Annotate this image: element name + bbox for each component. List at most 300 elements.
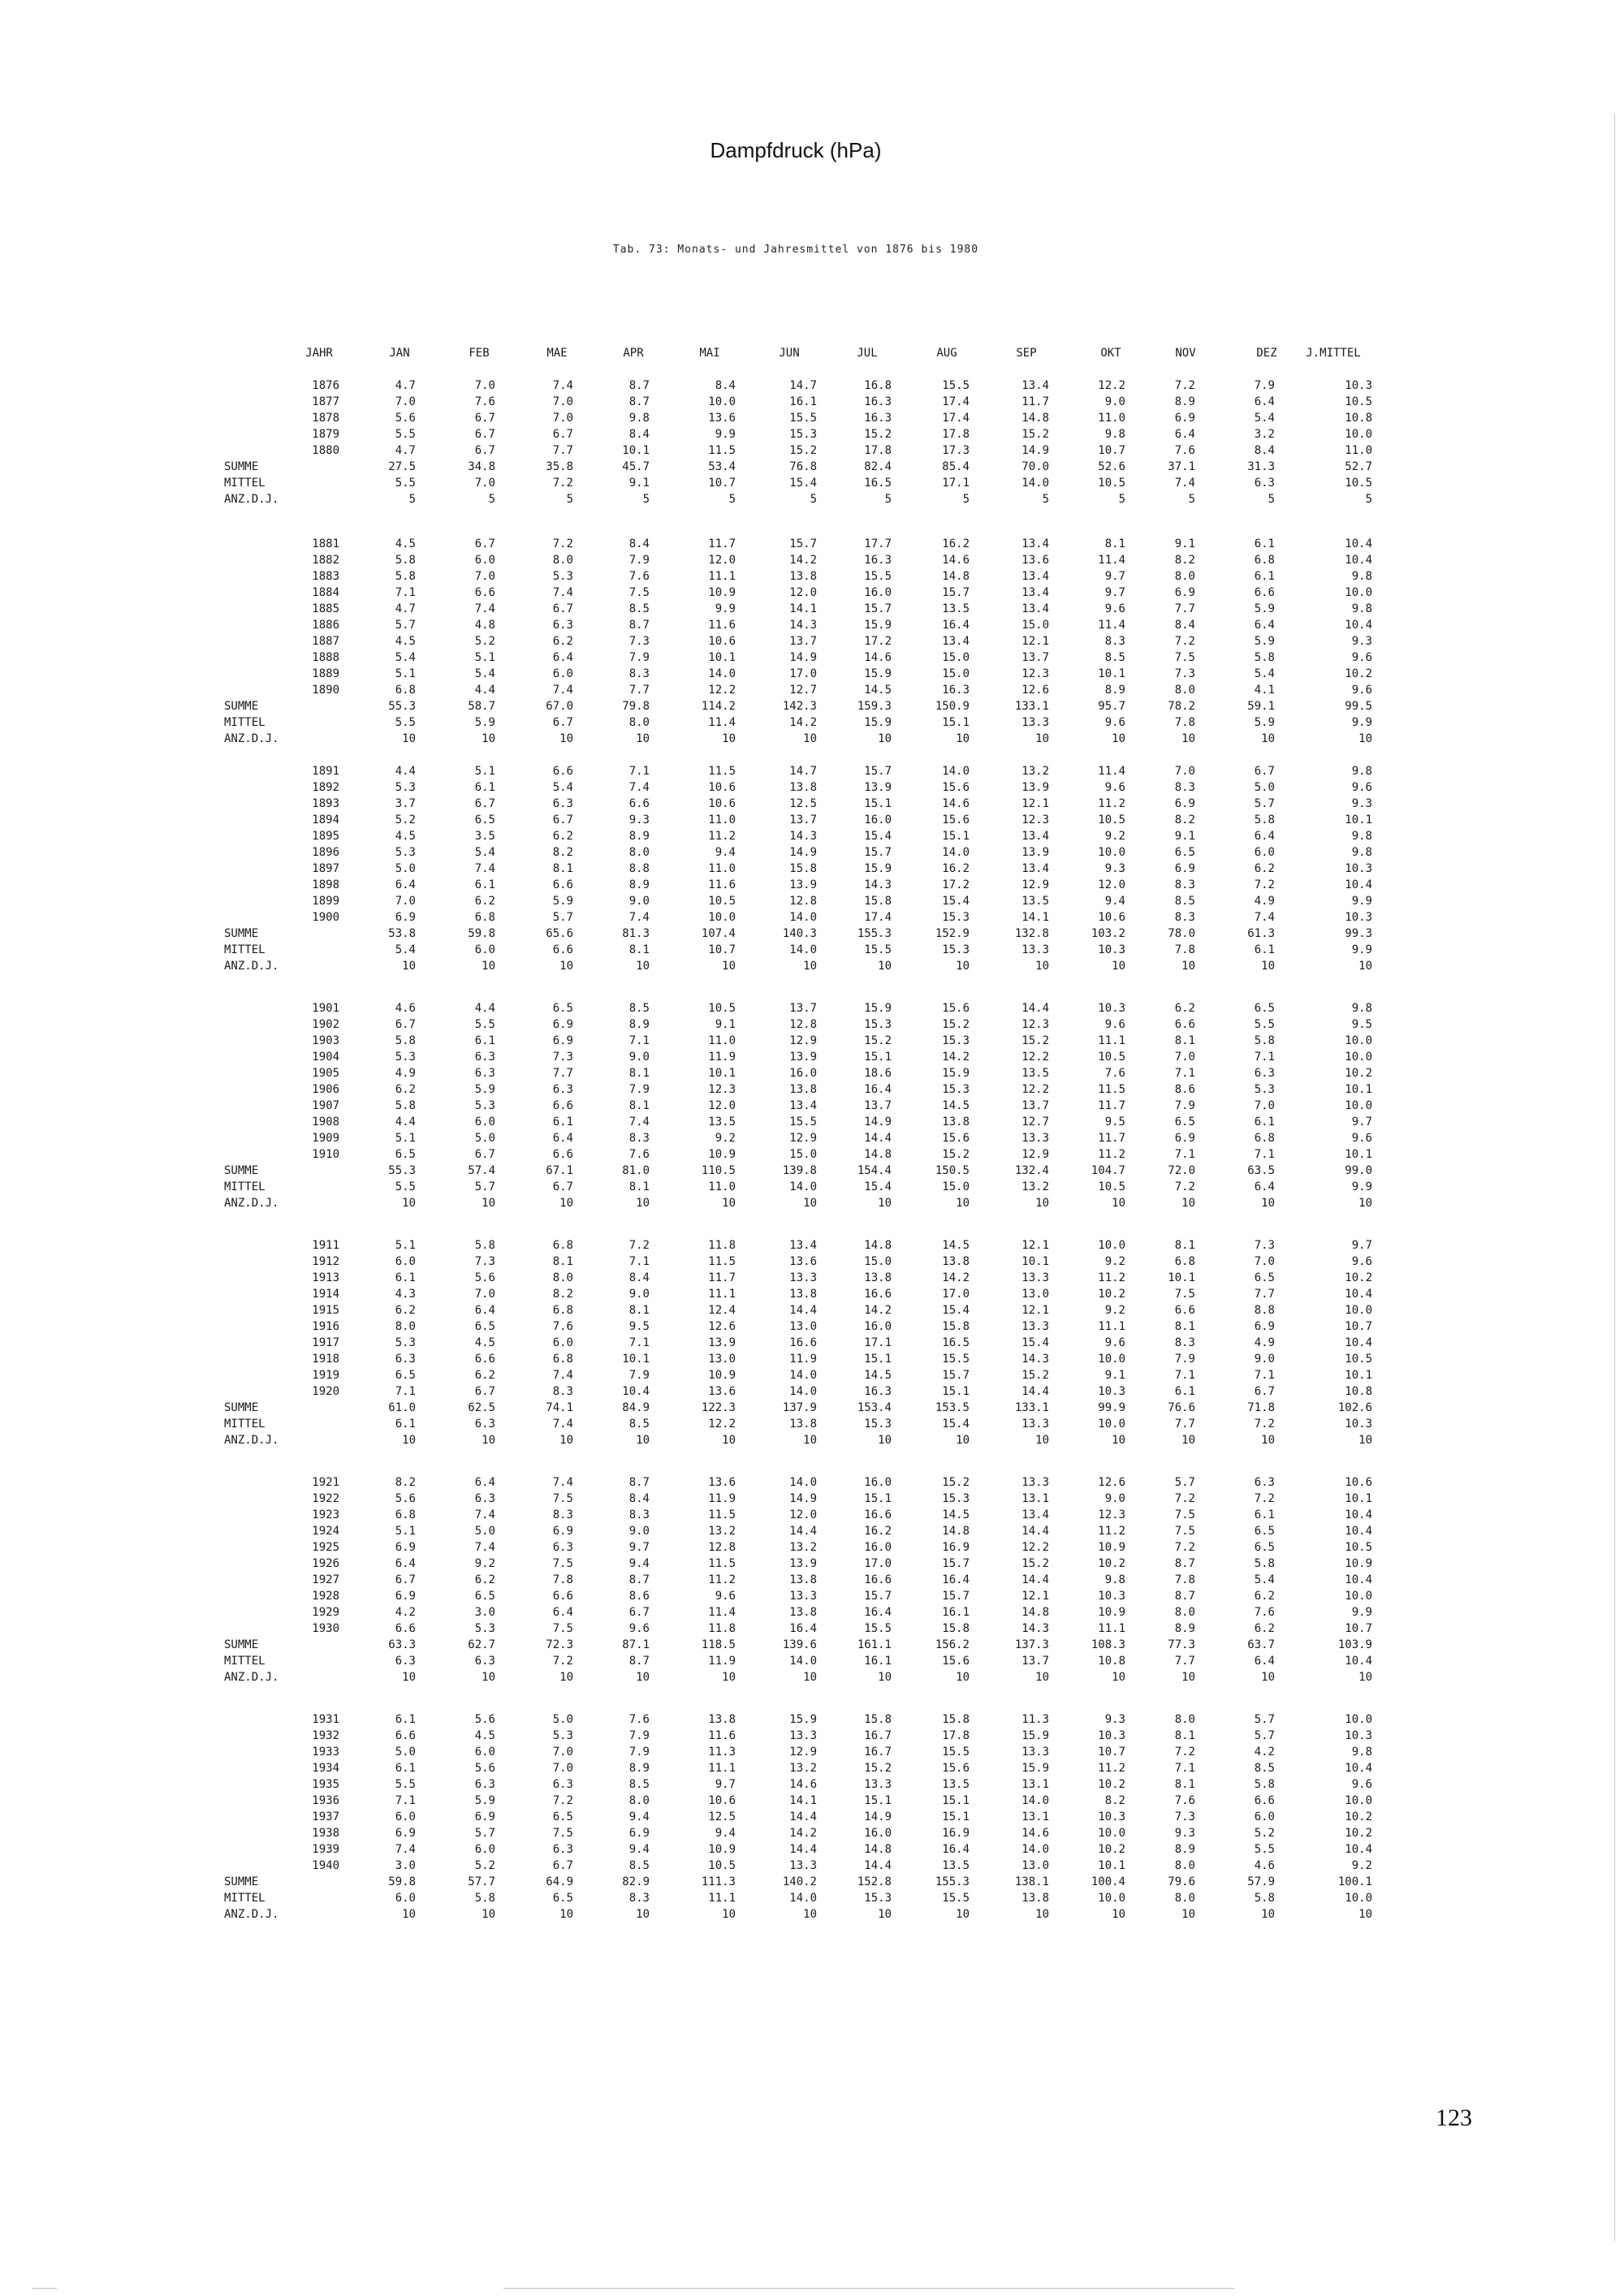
value-nov: 7.8	[1174, 943, 1195, 956]
value-jan: 6.3	[395, 1353, 416, 1366]
value-okt: 11.4	[1098, 619, 1125, 632]
value-nov: 7.7	[1174, 1418, 1195, 1431]
value-mae: 10	[559, 732, 573, 745]
table-row	[0, 1825, 1624, 1841]
value-dez: 6.3	[1254, 1067, 1275, 1080]
value-mai: 10	[722, 960, 736, 973]
value-sep: 12.1	[1021, 1239, 1049, 1252]
value-jul: 17.8	[864, 444, 892, 457]
value-jul: 16.4	[864, 1606, 892, 1619]
value-aug: 10	[956, 1671, 970, 1684]
value-jan: 5.3	[395, 1336, 416, 1349]
value-dez: 6.1	[1254, 570, 1275, 583]
value-aug: 17.8	[942, 1729, 970, 1742]
year-cell: 1932	[312, 1729, 339, 1742]
value-sep: 14.8	[1021, 1606, 1049, 1619]
value-aug: 13.5	[942, 602, 970, 615]
value-jan: 6.7	[395, 1018, 416, 1031]
value-jul: 14.4	[864, 1132, 892, 1145]
summary-row-anz	[0, 1669, 1624, 1685]
value-sep: 10	[1035, 1671, 1049, 1684]
value-okt: 10.5	[1098, 814, 1125, 826]
value-j-mittel: 10	[1358, 1197, 1372, 1210]
value-mai: 11.8	[708, 1622, 736, 1635]
value-jun: 13.8	[789, 570, 817, 583]
value-sep: 15.2	[1021, 1557, 1049, 1570]
table-row	[0, 844, 1624, 861]
value-aug: 14.2	[942, 1051, 970, 1064]
value-j-mittel: 10.5	[1345, 395, 1372, 408]
value-sep: 14.3	[1021, 1622, 1049, 1635]
value-jan: 6.4	[395, 1557, 416, 1570]
value-dez: 31.3	[1247, 460, 1275, 473]
value-dez: 4.9	[1254, 1336, 1275, 1349]
value-mai: 9.6	[715, 1590, 736, 1603]
value-mae: 6.9	[552, 1034, 573, 1047]
value-aug: 14.6	[942, 554, 970, 567]
value-apr: 9.0	[628, 1525, 650, 1538]
value-mae: 8.0	[552, 554, 573, 567]
value-jan: 5.5	[395, 716, 416, 729]
table-row	[0, 1760, 1624, 1776]
value-sep: 12.3	[1021, 814, 1049, 826]
value-dez: 6.5	[1254, 1541, 1275, 1554]
value-sep: 13.4	[1021, 537, 1049, 550]
value-jul: 159.3	[857, 700, 892, 713]
value-j-mittel: 10.2	[1345, 1810, 1372, 1823]
value-sep: 13.2	[1021, 765, 1049, 778]
value-feb: 58.7	[468, 700, 495, 713]
value-mae: 10	[559, 1671, 573, 1684]
value-sep: 12.7	[1021, 1116, 1049, 1129]
value-feb: 7.0	[474, 1288, 495, 1301]
year-cell: 1894	[312, 814, 339, 826]
table-row	[0, 1728, 1624, 1744]
value-jul: 15.9	[864, 619, 892, 632]
year-cell: 1899	[312, 895, 339, 908]
value-okt: 11.2	[1098, 1271, 1125, 1284]
value-sep: 13.4	[1021, 602, 1049, 615]
value-j-mittel: 10	[1358, 1434, 1372, 1447]
value-dez: 7.2	[1254, 878, 1275, 891]
value-jul: 16.5	[864, 477, 892, 490]
value-nov: 8.4	[1174, 619, 1195, 632]
year-cell: 1922	[312, 1492, 339, 1505]
value-mae: 6.3	[552, 797, 573, 810]
value-jan: 6.9	[395, 1541, 416, 1554]
table-row	[0, 1793, 1624, 1809]
value-sep: 10	[1035, 1908, 1049, 1921]
value-jun: 14.3	[789, 830, 817, 843]
value-nov: 10.1	[1168, 1271, 1195, 1284]
table-row	[0, 1000, 1624, 1016]
value-jan: 5.3	[395, 1051, 416, 1064]
value-j-mittel: 10.2	[1345, 667, 1372, 680]
value-mai: 11.5	[708, 765, 736, 778]
year-cell: 1888	[312, 651, 339, 664]
table-row	[0, 1049, 1624, 1065]
value-jan: 8.0	[395, 1320, 416, 1333]
value-jan: 5.4	[395, 651, 416, 664]
value-aug: 152.9	[935, 927, 970, 940]
year-cell: 1938	[312, 1827, 339, 1840]
value-apr: 82.9	[622, 1875, 650, 1888]
value-okt: 11.2	[1098, 1525, 1125, 1538]
value-j-mittel: 10.6	[1345, 1476, 1372, 1489]
value-aug: 13.5	[942, 1859, 970, 1872]
value-okt: 10.1	[1098, 667, 1125, 680]
value-okt: 10.3	[1098, 1002, 1125, 1015]
value-apr: 81.3	[622, 927, 650, 940]
value-sep: 11.7	[1021, 395, 1049, 408]
value-j-mittel: 10.0	[1345, 1713, 1372, 1726]
value-nov: 8.1	[1174, 1778, 1195, 1791]
value-nov: 8.3	[1174, 781, 1195, 794]
value-okt: 9.2	[1104, 1255, 1125, 1268]
value-mai: 12.0	[708, 554, 736, 567]
value-dez: 63.5	[1247, 1164, 1275, 1177]
value-nov: 8.2	[1174, 554, 1195, 567]
value-apr: 8.7	[628, 395, 650, 408]
value-jun: 13.3	[789, 1590, 817, 1603]
value-nov: 5	[1188, 493, 1195, 506]
value-apr: 8.8	[628, 862, 650, 875]
summary-row-summe	[0, 926, 1624, 942]
value-okt: 8.1	[1104, 537, 1125, 550]
value-okt: 9.7	[1104, 586, 1125, 599]
value-aug: 15.5	[942, 379, 970, 392]
value-okt: 9.6	[1104, 602, 1125, 615]
value-aug: 15.3	[942, 1492, 970, 1505]
value-aug: 15.2	[942, 1148, 970, 1161]
value-j-mittel: 10.8	[1345, 412, 1372, 425]
value-mae: 10	[559, 1197, 573, 1210]
value-jan: 5.5	[395, 477, 416, 490]
value-nov: 8.0	[1174, 1713, 1195, 1726]
value-jun: 15.4	[789, 477, 817, 490]
value-mai: 10	[722, 1434, 736, 1447]
value-jan: 5.1	[395, 1239, 416, 1252]
value-feb: 5.2	[474, 1859, 495, 1872]
value-jan: 7.0	[395, 895, 416, 908]
value-jan: 5.2	[395, 814, 416, 826]
year-cell: 1921	[312, 1476, 339, 1489]
value-okt: 10.1	[1098, 1859, 1125, 1872]
year-cell: 1914	[312, 1288, 339, 1301]
value-sep: 12.1	[1021, 635, 1049, 648]
value-nov: 8.2	[1174, 814, 1195, 826]
value-nov: 78.0	[1168, 927, 1195, 940]
value-nov: 10	[1181, 1671, 1195, 1684]
value-sep: 10.1	[1021, 1255, 1049, 1268]
value-sep: 70.0	[1021, 460, 1049, 473]
value-okt: 10.0	[1098, 1418, 1125, 1431]
value-apr: 8.4	[628, 428, 650, 441]
value-feb: 10	[482, 732, 495, 745]
value-nov: 6.9	[1174, 1132, 1195, 1145]
value-j-mittel: 9.9	[1351, 943, 1372, 956]
value-apr: 8.9	[628, 1762, 650, 1775]
value-nov: 8.9	[1174, 395, 1195, 408]
value-apr: 9.8	[628, 412, 650, 425]
value-j-mittel: 10.4	[1345, 1336, 1372, 1349]
year-cell: 1879	[312, 428, 339, 441]
value-jan: 3.0	[395, 1859, 416, 1872]
value-feb: 6.6	[474, 1353, 495, 1366]
value-mae: 5.9	[552, 895, 573, 908]
value-mae: 7.4	[552, 1418, 573, 1431]
value-aug: 15.0	[942, 1180, 970, 1193]
value-dez: 3.2	[1254, 428, 1275, 441]
value-jan: 5.0	[395, 862, 416, 875]
value-feb: 7.4	[474, 862, 495, 875]
table-row	[0, 601, 1624, 617]
value-sep: 132.4	[1014, 1164, 1049, 1177]
header-sep: SEP	[1016, 347, 1037, 360]
value-sep: 13.7	[1021, 651, 1049, 664]
value-dez: 7.2	[1254, 1492, 1275, 1505]
table-row	[0, 1302, 1624, 1318]
table-row	[0, 909, 1624, 926]
value-apr: 8.5	[628, 1859, 650, 1872]
year-cell: 1895	[312, 830, 339, 843]
value-feb: 3.0	[474, 1606, 495, 1619]
value-nov: 7.6	[1174, 1794, 1195, 1807]
value-jun: 13.7	[789, 635, 817, 648]
value-mae: 6.7	[552, 1859, 573, 1872]
value-apr: 7.9	[628, 554, 650, 567]
value-mae: 6.6	[552, 1590, 573, 1603]
value-mai: 10	[722, 1908, 736, 1921]
value-mai: 10.5	[708, 1002, 736, 1015]
value-jul: 15.3	[864, 1892, 892, 1905]
value-jan: 4.4	[395, 765, 416, 778]
table-row	[0, 1474, 1624, 1491]
value-mae: 6.4	[552, 651, 573, 664]
value-jul: 15.3	[864, 1418, 892, 1431]
value-nov: 7.0	[1174, 1051, 1195, 1064]
row-label: SUMME	[224, 927, 259, 940]
value-jan: 5.6	[395, 1492, 416, 1505]
table-row	[0, 1146, 1624, 1163]
value-jun: 14.0	[789, 1180, 817, 1193]
value-nov: 7.5	[1174, 1508, 1195, 1521]
year-cell: 1909	[312, 1132, 339, 1145]
value-aug: 10	[956, 732, 970, 745]
value-jan: 6.9	[395, 1590, 416, 1603]
value-okt: 11.2	[1098, 1148, 1125, 1161]
value-feb: 6.3	[474, 1067, 495, 1080]
value-jun: 139.8	[782, 1164, 817, 1177]
value-apr: 8.3	[628, 1508, 650, 1521]
value-nov: 7.4	[1174, 477, 1195, 490]
year-cell: 1915	[312, 1304, 339, 1317]
year-cell: 1928	[312, 1590, 339, 1603]
value-feb: 6.7	[474, 444, 495, 457]
year-cell: 1886	[312, 619, 339, 632]
value-jan: 10	[402, 732, 416, 745]
value-j-mittel: 10.4	[1345, 1655, 1372, 1668]
value-okt: 52.6	[1098, 460, 1125, 473]
value-jun: 5	[810, 493, 817, 506]
value-jul: 13.3	[864, 1778, 892, 1791]
value-jun: 13.7	[789, 814, 817, 826]
value-nov: 8.3	[1174, 1336, 1195, 1349]
value-aug: 16.9	[942, 1827, 970, 1840]
row-label: SUMME	[224, 460, 259, 473]
value-nov: 76.6	[1168, 1401, 1195, 1414]
value-mai: 11.1	[708, 1762, 736, 1775]
value-apr: 6.9	[628, 1827, 650, 1840]
value-dez: 6.3	[1254, 477, 1275, 490]
value-sep: 12.1	[1021, 1304, 1049, 1317]
year-cell: 1889	[312, 667, 339, 680]
value-dez: 5.9	[1254, 602, 1275, 615]
summary-row-summe	[0, 1874, 1624, 1890]
value-jul: 14.6	[864, 651, 892, 664]
value-aug: 15.8	[942, 1622, 970, 1635]
value-dez: 59.1	[1247, 700, 1275, 713]
value-nov: 10	[1181, 1434, 1195, 1447]
value-aug: 153.5	[935, 1401, 970, 1414]
value-okt: 10.3	[1098, 1385, 1125, 1398]
value-apr: 7.9	[628, 1729, 650, 1742]
value-mai: 11.6	[708, 1729, 736, 1742]
value-apr: 8.1	[628, 1180, 650, 1193]
value-feb: 5.7	[474, 1180, 495, 1193]
value-apr: 8.4	[628, 1271, 650, 1284]
value-jan: 5.1	[395, 1132, 416, 1145]
value-sep: 13.5	[1021, 895, 1049, 908]
value-okt: 9.3	[1104, 1713, 1125, 1726]
value-sep: 13.3	[1021, 1746, 1049, 1759]
value-j-mittel: 10.3	[1345, 862, 1372, 875]
value-jun: 13.8	[789, 1573, 817, 1586]
value-jun: 14.7	[789, 765, 817, 778]
value-feb: 6.2	[474, 895, 495, 908]
value-nov: 9.1	[1174, 830, 1195, 843]
value-j-mittel: 10.2	[1345, 1827, 1372, 1840]
value-aug: 15.1	[942, 1810, 970, 1823]
value-mai: 12.5	[708, 1810, 736, 1823]
value-jan: 55.3	[388, 700, 416, 713]
value-mai: 12.2	[708, 684, 736, 697]
value-aug: 16.2	[942, 862, 970, 875]
year-cell: 1920	[312, 1385, 339, 1398]
value-dez: 6.4	[1254, 395, 1275, 408]
value-okt: 12.0	[1098, 878, 1125, 891]
value-dez: 7.4	[1254, 911, 1275, 924]
table-row	[0, 1539, 1624, 1556]
year-cell: 1898	[312, 878, 339, 891]
value-j-mittel: 10.5	[1345, 1541, 1372, 1554]
value-apr: 7.7	[628, 684, 650, 697]
value-jan: 4.6	[395, 1002, 416, 1015]
year-cell: 1884	[312, 586, 339, 599]
year-cell: 1930	[312, 1622, 339, 1635]
value-dez: 6.8	[1254, 554, 1275, 567]
table-header-row	[0, 345, 1624, 361]
table-row	[0, 1016, 1624, 1033]
value-jul: 16.6	[864, 1508, 892, 1521]
value-apr: 8.6	[628, 1590, 650, 1603]
value-dez: 5.7	[1254, 1729, 1275, 1742]
value-aug: 17.4	[942, 412, 970, 425]
value-feb: 59.8	[468, 927, 495, 940]
value-jul: 16.4	[864, 1083, 892, 1096]
value-jun: 15.2	[789, 444, 817, 457]
value-okt: 8.5	[1104, 651, 1125, 664]
value-aug: 15.9	[942, 1067, 970, 1080]
value-mae: 7.2	[552, 537, 573, 550]
value-jun: 12.9	[789, 1132, 817, 1145]
value-feb: 6.7	[474, 537, 495, 550]
value-aug: 5	[962, 493, 970, 506]
value-okt: 10.3	[1098, 1729, 1125, 1742]
summary-row-anz	[0, 1432, 1624, 1448]
value-feb: 5.7	[474, 1827, 495, 1840]
year-cell: 1890	[312, 684, 339, 697]
value-nov: 8.0	[1174, 1859, 1195, 1872]
value-jun: 17.0	[789, 667, 817, 680]
value-jan: 5.4	[395, 943, 416, 956]
value-jul: 16.0	[864, 1541, 892, 1554]
value-feb: 10	[482, 1671, 495, 1684]
value-nov: 8.1	[1174, 1320, 1195, 1333]
value-aug: 15.6	[942, 1132, 970, 1145]
value-mai: 11.4	[708, 1606, 736, 1619]
value-mae: 6.6	[552, 765, 573, 778]
value-nov: 7.9	[1174, 1353, 1195, 1366]
value-okt: 9.6	[1104, 1018, 1125, 1031]
value-jun: 12.8	[789, 895, 817, 908]
value-dez: 9.0	[1254, 1353, 1275, 1366]
value-jan: 6.1	[395, 1271, 416, 1284]
value-jul: 15.5	[864, 1622, 892, 1635]
year-cell: 1904	[312, 1051, 339, 1064]
value-jan: 4.7	[395, 379, 416, 392]
value-apr: 8.3	[628, 1132, 650, 1145]
value-dez: 4.1	[1254, 684, 1275, 697]
value-j-mittel: 10	[1358, 732, 1372, 745]
value-okt: 10	[1112, 1434, 1125, 1447]
value-dez: 5.8	[1254, 1034, 1275, 1047]
value-okt: 12.6	[1098, 1476, 1125, 1489]
value-j-mittel: 10	[1358, 960, 1372, 973]
value-nov: 8.6	[1174, 1083, 1195, 1096]
value-feb: 7.0	[474, 477, 495, 490]
value-sep: 10	[1035, 1434, 1049, 1447]
value-okt: 9.6	[1104, 716, 1125, 729]
value-sep: 13.4	[1021, 586, 1049, 599]
value-jun: 14.9	[789, 1492, 817, 1505]
value-aug: 16.4	[942, 619, 970, 632]
value-feb: 6.7	[474, 1148, 495, 1161]
value-okt: 11.2	[1098, 797, 1125, 810]
value-aug: 15.2	[942, 1476, 970, 1489]
value-sep: 12.6	[1021, 684, 1049, 697]
value-jul: 15.0	[864, 1255, 892, 1268]
row-label: ANZ.D.J.	[224, 1908, 279, 1921]
value-jul: 10	[878, 1197, 892, 1210]
value-mai: 10.0	[708, 395, 736, 408]
value-mai: 10.6	[708, 635, 736, 648]
value-j-mittel: 10.2	[1345, 1067, 1372, 1080]
value-jan: 4.3	[395, 1288, 416, 1301]
value-j-mittel: 10.4	[1345, 554, 1372, 567]
value-nov: 8.0	[1174, 1892, 1195, 1905]
value-jan: 59.8	[388, 1875, 416, 1888]
